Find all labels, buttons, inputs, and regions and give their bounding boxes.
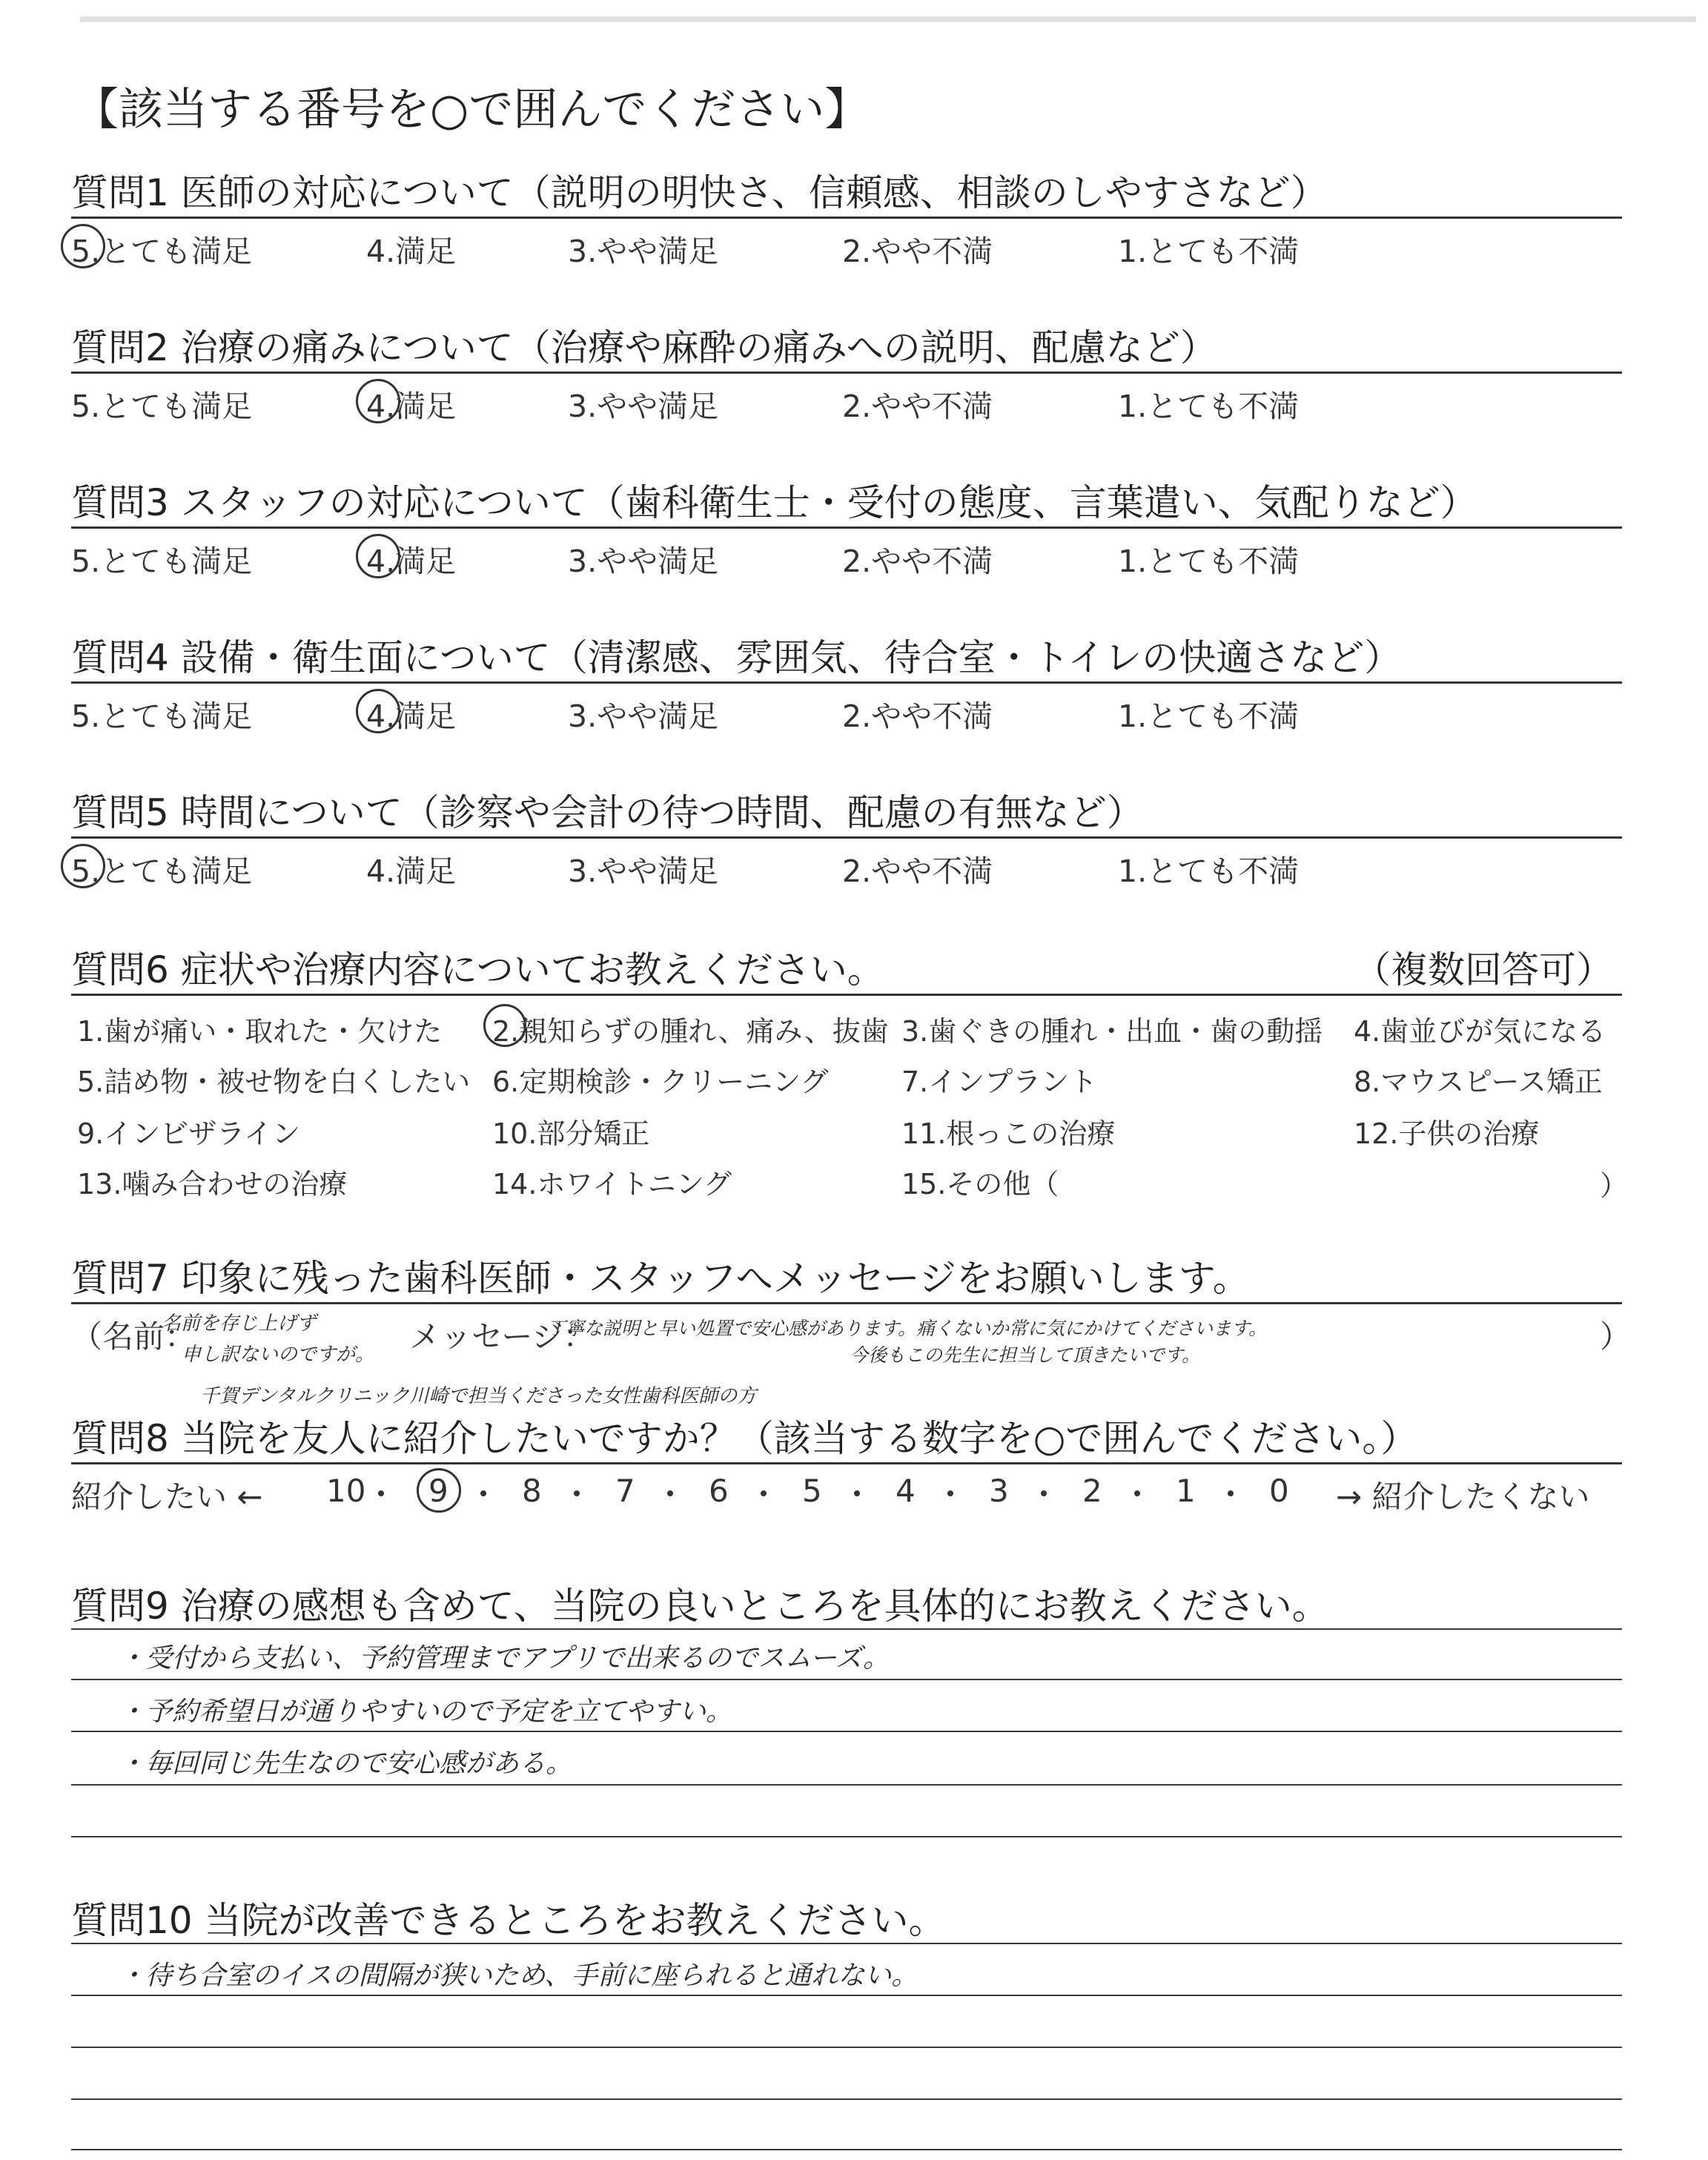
q7-rule (71, 1302, 1622, 1304)
q1-option-2: 2.やや不満 (842, 234, 993, 269)
q6-option-3: 3.歯ぐきの腫れ・出血・歯の動揺 (901, 1015, 1323, 1048)
q8-separator-dot (480, 1490, 486, 1496)
q9-line (71, 1731, 1622, 1732)
q9-line (71, 1679, 1622, 1680)
q6-option-2: 2.親知らずの腫れ、痛み、抜歯 (492, 1015, 889, 1048)
q7-title: 質問7 印象に残った歯科医師・スタッフへメッセージをお願いします。 (71, 1257, 1250, 1300)
q8-number-5: 5 (802, 1473, 822, 1509)
q6-option-10: 10.部分矯正 (492, 1117, 650, 1150)
scan-top-edge (80, 16, 1696, 22)
q8-right-label: → 紹介したくない (1336, 1479, 1590, 1515)
q8-number-10: 10 (326, 1473, 366, 1509)
q8-left-label: 紹介したい ← (71, 1479, 263, 1515)
q7-close-paren: ） (1600, 1318, 1632, 1355)
q6-option-9: 9.インビザライン (77, 1117, 301, 1150)
q6-selected-circle (483, 1004, 526, 1047)
q5-rule (71, 836, 1622, 839)
q2-option-1: 1.とても不満 (1118, 389, 1300, 424)
q5-title: 質問5 時間について（診察や会計の待つ時間、配慮の有無など） (71, 791, 1144, 834)
q6-option-12: 12.子供の治療 (1354, 1117, 1540, 1150)
q6-option-5: 5.詰め物・被せ物を白くしたい (77, 1066, 471, 1098)
q8-separator-dot (378, 1490, 384, 1496)
q5-option-5: 5.とても満足 (71, 853, 253, 889)
q5-option-1: 1.とても不満 (1118, 853, 1300, 889)
q10-line (71, 1995, 1622, 1996)
q2-option-5: 5.とても満足 (71, 389, 253, 424)
q4-selected-circle (356, 689, 400, 733)
q8-number-3: 3 (989, 1473, 1009, 1509)
q8-rule (71, 1462, 1622, 1464)
q8-title: 質問8 当院を友人に紹介したいですか？（該当する数字を○で囲んでください。） (71, 1417, 1418, 1460)
q8-number-2: 2 (1082, 1473, 1102, 1509)
q3-option-1: 1.とても不満 (1118, 544, 1300, 579)
q6-rule (71, 994, 1622, 996)
q9-answer-1: ・受付から支払い、予約管理までアプリで出来るのでスムーズ。 (119, 1643, 890, 1674)
q1-rule (71, 217, 1622, 219)
q4-title: 質問4 設備・衛生面について（清潔感、雰囲気、待合室・トイレの快適さなど） (71, 636, 1402, 679)
q6-title: 質問6 症状や治療内容についてお教えください。 (71, 948, 884, 991)
q7-message-line-2: 今後もこの先生に担当して頂きたいです。 (850, 1344, 1201, 1366)
q6-option-4: 4.歯並びが気になる (1354, 1015, 1606, 1048)
q8-number-7: 7 (615, 1473, 635, 1509)
q6-option-13: 13.噛み合わせの治療 (77, 1168, 348, 1200)
q10-line (71, 1943, 1622, 1944)
q1-option-1: 1.とても不満 (1118, 234, 1300, 269)
q7-message-label: メッセージ： (409, 1318, 595, 1355)
q2-selected-circle (356, 379, 400, 423)
q8-separator-dot (947, 1490, 953, 1496)
q9-line (71, 1836, 1622, 1837)
q6-close-paren: ） (1600, 1169, 1629, 1202)
q2-title: 質問2 治療の痛みについて（治療や麻酔の痛みへの説明、配慮など） (71, 326, 1217, 369)
q8-separator-dot (1228, 1490, 1234, 1496)
q2-option-2: 2.やや不満 (842, 389, 993, 424)
q8-number-1: 1 (1176, 1473, 1196, 1509)
q5-option-2: 2.やや不満 (842, 853, 993, 889)
q8-separator-dot (667, 1490, 673, 1496)
q7-name-line-2: 申し訳ないのですが。 (182, 1344, 375, 1366)
q4-option-4: 4.満足 (366, 698, 457, 734)
q1-option-3: 3.やや満足 (568, 234, 719, 269)
q1-option-4: 4.満足 (366, 234, 457, 269)
q8-number-4: 4 (896, 1473, 916, 1509)
instruction-header: 【該当する番号を○で囲んでください】 (74, 84, 870, 136)
q5-selected-circle (61, 844, 105, 888)
q9-title: 質問9 治療の感想も含めて、当院の良いところを具体的にお教えください。 (71, 1585, 1329, 1628)
q2-option-3: 3.やや満足 (568, 389, 719, 424)
q8-separator-dot (1134, 1490, 1140, 1496)
q3-rule (71, 526, 1622, 529)
q10-answer-1: ・待ち合室のイスの間隔が狭いため、手前に座られると通れない。 (119, 1961, 918, 1991)
q7-name-label: （名前： (71, 1318, 196, 1355)
q8-number-9: 9 (428, 1473, 448, 1509)
q3-title: 質問3 スタッフの対応について（歯科衛生士・受付の態度、言葉遣い、気配りなど） (71, 481, 1477, 524)
q6-option-7: 7.インプラント (901, 1066, 1098, 1098)
q6-option-11: 11.根っこの治療 (901, 1117, 1116, 1150)
q9-line (71, 1628, 1622, 1630)
q3-option-2: 2.やや不満 (842, 544, 993, 579)
q3-selected-circle (356, 534, 400, 578)
q8-selected-circle (417, 1468, 461, 1513)
q1-title: 質問1 医師の対応について（説明の明快さ、信頼感、相談のしやすさなど） (71, 171, 1328, 214)
q10-line (71, 2149, 1622, 2150)
q10-line (71, 2047, 1622, 2048)
q6-option-6: 6.定期検診・クリーニング (492, 1066, 829, 1098)
q10-line (71, 2098, 1622, 2100)
q4-rule (71, 681, 1622, 684)
q5-option-3: 3.やや満足 (568, 853, 719, 889)
q2-rule (71, 371, 1622, 374)
q8-number-8: 8 (522, 1473, 542, 1509)
q3-option-3: 3.やや満足 (568, 544, 719, 579)
q5-option-4: 4.満足 (366, 853, 457, 889)
q8-separator-dot (574, 1490, 580, 1496)
q6-option-15: 15.その他（ (901, 1168, 1059, 1200)
q9-answer-2: ・予約希望日が通りやすいので予定を立てやすい。 (119, 1697, 733, 1727)
q8-separator-dot (854, 1490, 860, 1496)
q8-number-6: 6 (709, 1473, 729, 1509)
q8-number-0: 0 (1269, 1473, 1289, 1509)
q10-title: 質問10 当院が改善できるところをお教えください。 (71, 1899, 946, 1942)
q9-answer-3: ・毎回同じ先生なので安心感がある。 (119, 1748, 573, 1779)
q7-message-line-1: 丁寧な説明と早い処置で安心感があります。痛くないか常に気にかけてくださいます。 (547, 1318, 1268, 1339)
q7-name-extra: 千賀デンタルクリニック川崎で担当くださった女性歯科医師の方 (200, 1385, 757, 1407)
q6-option-14: 14.ホワイトニング (492, 1168, 732, 1200)
q2-option-4: 4.満足 (366, 389, 457, 424)
q3-option-5: 5.とても満足 (71, 544, 253, 579)
q8-separator-dot (761, 1490, 767, 1496)
q4-option-5: 5.とても満足 (71, 698, 253, 734)
q4-option-2: 2.やや不満 (842, 698, 993, 734)
q6-option-1: 1.歯が痛い・取れた・欠けた (77, 1015, 443, 1048)
q1-selected-circle (61, 224, 105, 268)
q3-option-4: 4.満足 (366, 544, 457, 579)
q4-option-3: 3.やや満足 (568, 698, 719, 734)
q1-option-5: 5.とても満足 (71, 234, 253, 269)
q9-line (71, 1784, 1622, 1786)
q7-name-line-1: 名前を存じ上げず (162, 1312, 317, 1335)
q6-multiple-note: （複数回答可） (1354, 948, 1613, 991)
q6-option-8: 8.マウスピース矯正 (1354, 1066, 1603, 1098)
q4-option-1: 1.とても不満 (1118, 698, 1300, 734)
q8-separator-dot (1041, 1490, 1047, 1496)
